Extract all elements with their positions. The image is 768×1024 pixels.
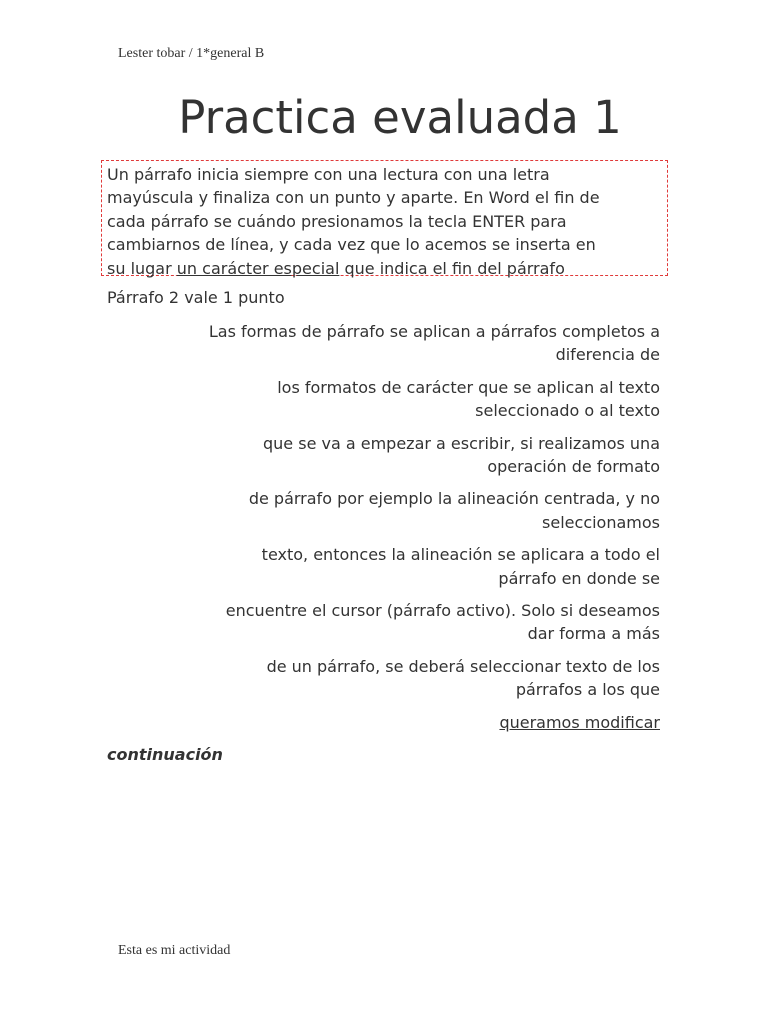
boxed-line-4: cambiarnos de línea, y cada vez que lo acemos se inserta en	[107, 235, 596, 255]
right-paragraph	[107, 432, 660, 479]
right-paragraph-line: Las formas de párrafo se aplican a párrafos completos a	[208, 322, 660, 341]
right-paragraph-line: de un párrafo, se deberá seleccionar texto de los	[266, 656, 660, 676]
right-paragraph-line: diferencia de	[555, 345, 660, 365]
right-paragraph-line: que se va a empezar a escribir, si realizamos una	[263, 433, 660, 453]
boxed-line-1: Un párrafo inicia siempre con una lectura con una letra	[107, 165, 550, 184]
right-paragraph-line: párrafo en donde se	[498, 568, 660, 588]
right-paragraph-line: operación de formato	[487, 457, 660, 477]
paragraph-2: Párrafo 2 vale 1 punto	[107, 288, 285, 307]
right-paragraph-line: dar forma a más	[527, 624, 660, 644]
boxed-line-5	[107, 257, 663, 280]
right-paragraph	[107, 599, 660, 646]
continuation-label: continuación	[107, 745, 223, 764]
page-footer: Esta es mi actividad	[118, 943, 231, 958]
right-paragraph-line: de párrafo por ejemplo la alineación centrada, y no	[248, 489, 660, 509]
right-paragraph-line: texto, entonces la alineación se aplicara a todo el	[261, 545, 660, 565]
right-paragraph	[107, 376, 660, 423]
right-paragraph	[107, 543, 660, 590]
special-character-link[interactable]: un carácter especial	[176, 258, 340, 278]
right-paragraph-line: párrafos a los que	[515, 680, 660, 700]
right-paragraph-line: los formatos de carácter que se aplican al texto	[277, 377, 660, 397]
right-paragraph-last	[107, 711, 660, 734]
modify-link[interactable]: queramos modificar	[499, 712, 660, 732]
right-paragraph	[107, 487, 660, 534]
page-title: Practica evaluada 1	[178, 91, 622, 144]
right-paragraph-line: seleccionamos	[542, 512, 660, 532]
boxed-paragraph	[101, 160, 668, 276]
right-paragraph-line: encuentre el cursor (párrafo activo). Solo si deseamos	[225, 601, 660, 621]
right-aligned-paragraphs	[107, 320, 660, 743]
right-paragraph	[107, 320, 660, 367]
boxed-line-2: mayúscula y finaliza con un punto y aparte. En Word el fin de	[107, 188, 600, 208]
boxed-line-3: cada párrafo se cuándo presionamos la tecla ENTER para	[107, 211, 567, 231]
right-paragraph-line: seleccionado o al texto	[475, 401, 660, 421]
boxed-line-5-suffix: que indica el fin del párrafo	[339, 258, 565, 278]
right-paragraph	[107, 655, 660, 702]
boxed-line-5-prefix: su lugar	[107, 258, 177, 278]
page-header: Lester tobar / 1*general B	[118, 46, 265, 61]
